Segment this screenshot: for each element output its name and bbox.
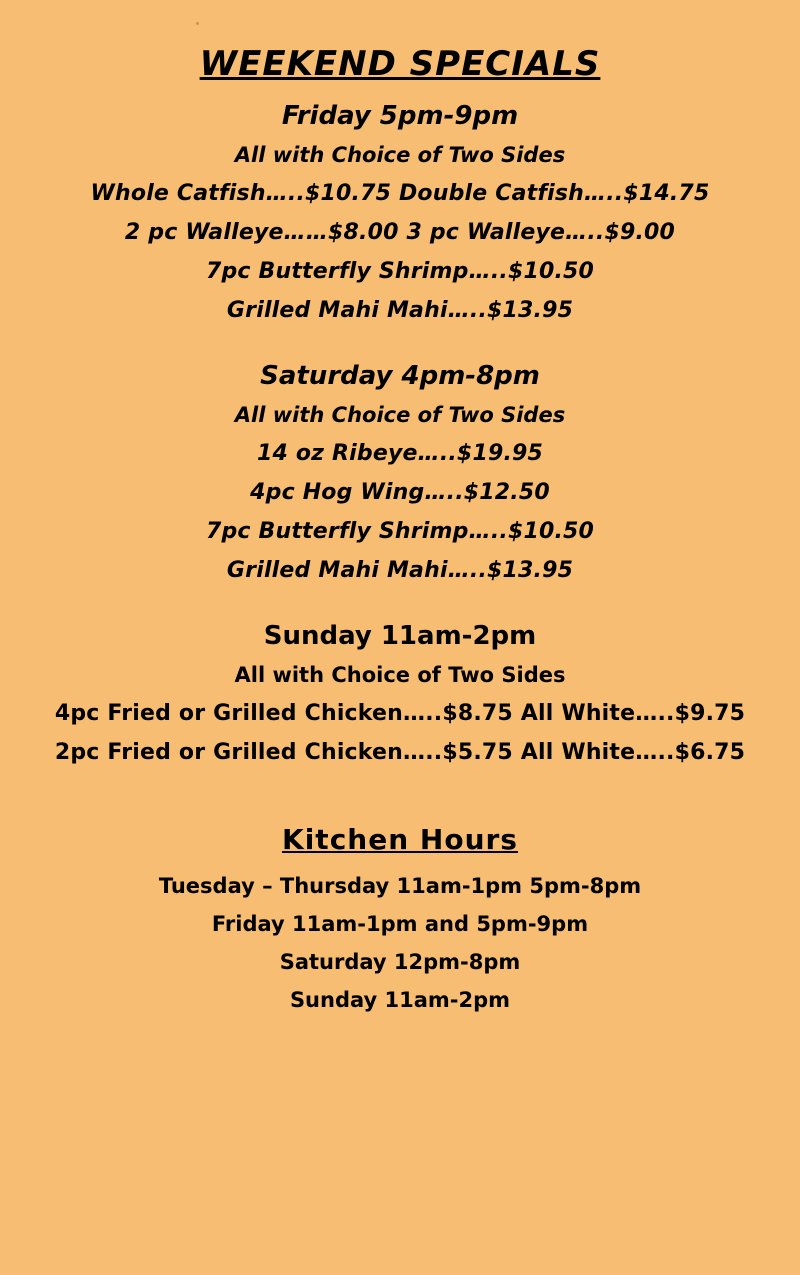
kitchen-hours-line: Saturday 12pm-8pm	[279, 950, 521, 975]
menu-item: 4pc Fried or Grilled Chicken…..$8.75 All White…..$9.75	[54, 701, 746, 727]
section-spacer	[18, 337, 782, 351]
page-title: WEEKEND SPECIALS	[199, 44, 601, 84]
section-sunday	[18, 621, 782, 765]
menu-item: 7pc Butterfly Shrimp…..$10.50	[205, 259, 595, 285]
kitchen-hours-line: Tuesday – Thursday 11am-1pm 5pm-8pm	[158, 874, 642, 899]
menu-item: 2pc Fried or Grilled Chicken…..$5.75 All White…..$6.75	[54, 740, 746, 766]
section-spacer	[18, 779, 782, 809]
menu-item: Grilled Mahi Mahi…..$13.95	[226, 558, 574, 584]
section-friday-subheading: All with Choice of Two Sides	[234, 143, 566, 168]
menu-item: Whole Catfish…..$10.75 Double Catfish…..$14.75	[90, 181, 710, 207]
menu-item: 4pc Hog Wing…..$12.50	[250, 480, 550, 506]
menu-item: 2 pc Walleye……$8.00 3 pc Walleye…..$9.00	[124, 220, 676, 246]
section-spacer	[18, 597, 782, 611]
kitchen-hours-title: Kitchen Hours	[282, 823, 518, 857]
menu-item: Grilled Mahi Mahi…..$13.95	[226, 298, 574, 324]
menu-item: 7pc Butterfly Shrimp…..$10.50	[205, 519, 595, 545]
section-saturday	[18, 361, 782, 583]
section-friday-heading: Friday 5pm-9pm	[281, 101, 519, 132]
section-saturday-heading: Saturday 4pm-8pm	[260, 361, 540, 392]
section-sunday-heading: Sunday 11am-2pm	[263, 621, 537, 652]
section-friday	[18, 101, 782, 323]
kitchen-hours-line: Friday 11am-1pm and 5pm-9pm	[211, 912, 589, 937]
section-sunday-subheading: All with Choice of Two Sides	[234, 663, 566, 688]
menu-item: 14 oz Ribeye…..$19.95	[256, 441, 544, 467]
section-kitchen-hours	[18, 823, 782, 1012]
kitchen-hours-line: Sunday 11am-2pm	[289, 988, 511, 1013]
section-saturday-subheading: All with Choice of Two Sides	[234, 403, 566, 428]
decorative-dot	[196, 22, 199, 25]
